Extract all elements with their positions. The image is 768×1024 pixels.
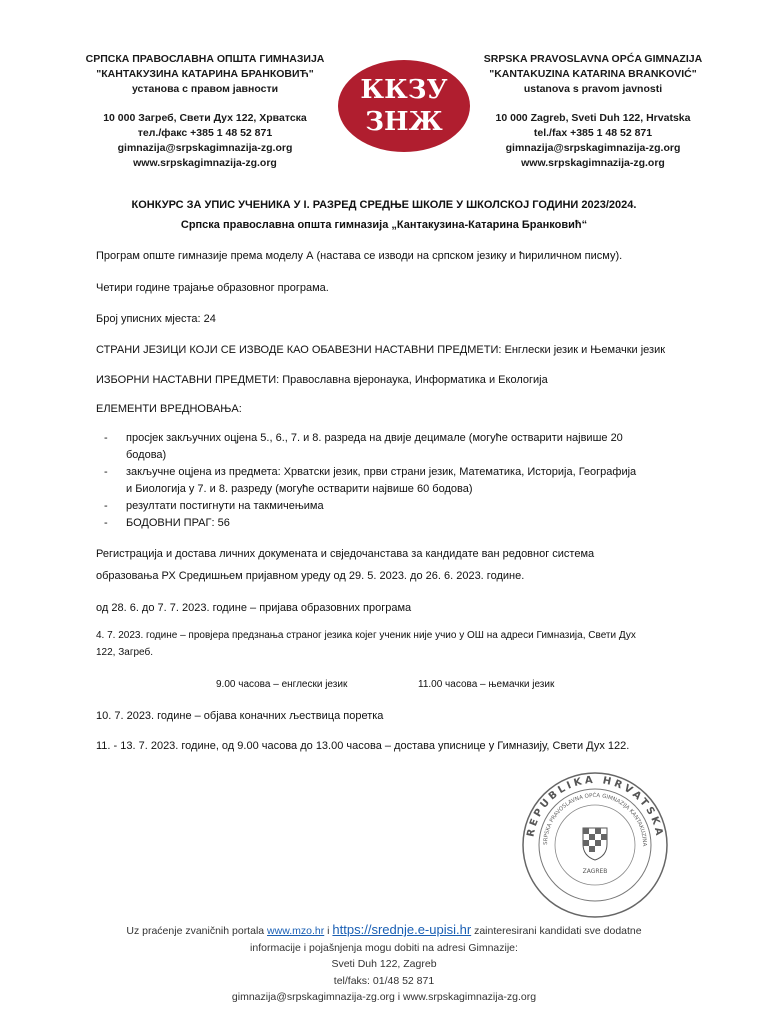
mzo-link[interactable]: www.mzo.hr: [267, 925, 325, 937]
footer-intro-cont: zainteresirani kandidati sve dodatne: [474, 925, 642, 937]
email-right: gimnazija@srpskagimnazija-zg.org: [505, 142, 681, 154]
language-check-line-2: 122, Загреб.: [96, 647, 154, 658]
elements-heading: ЕЛЕМЕНТИ ВРЕДНОВАЊА:: [96, 403, 242, 415]
address-cyrillic: 10 000 Загреб, Свети Дух 122, Хрватска: [103, 112, 307, 124]
school-name-cyrillic: СРПСКА ПРАВОСЛАВНА ОПШТА ГИМНАЗИЈА: [85, 53, 325, 65]
e-upisi-link[interactable]: https://srednje.e-upisi.hr: [332, 922, 472, 937]
list-item: [96, 515, 696, 532]
email-left: gimnazija@srpskagimnazija-zg.org: [117, 142, 293, 154]
phone-cyrillic: тел./факс +385 1 48 52 871: [137, 127, 273, 139]
list-item-text: резултати постигнути на такмичењима: [126, 500, 324, 512]
time-german: 11.00 часова – њемачки језик: [418, 679, 555, 690]
school-patron-cyrillic: "КАНТАКУЗИНА КАТАРИНА БРАНКОВИЋ": [96, 68, 314, 80]
duration-paragraph: Четири године трајање образовног програма.: [96, 282, 329, 294]
header-right: [458, 52, 728, 171]
footer-phone: tel/faks: 01/48 52 871: [333, 974, 435, 987]
website-right: www.srpskagimnazija-zg.org: [521, 157, 665, 169]
official-stamp: [520, 770, 670, 920]
languages-paragraph: СТРАНИ ЈЕЗИЦИ КОЈИ СЕ ИЗВОДЕ КАО ОБАВЕЗНИ НАСТАВНИ ПРЕДМЕТИ: Енглески језик и Њемачки језик: [96, 344, 666, 356]
list-item-text: БОДОВНИ ПРАГ: 56: [126, 517, 230, 529]
program-paragraph: Програм опште гимназије према моделу А (настава се изводи на српском језику и ћириличном писму).: [96, 250, 623, 262]
application-paragraph: од 28. 6. до 7. 7. 2023. године – пријава образовних програма: [96, 602, 412, 614]
places-paragraph: Број уписних мјеста: 24: [96, 313, 216, 325]
registration-line-2: образовања РХ Средишњем пријавном уреду од 29. 5. 2023. до 26. 6. 2023. године.: [96, 570, 525, 582]
school-patron-latin: "KANTAKUZINA KATARINA BRANKOVIĆ": [489, 68, 697, 80]
list-item-text: просјек закључних оцјена 5., 6., 7. и 8. разреда на двије децимале (могуће остварити највише 20: [126, 432, 623, 444]
footer-contacts: gimnazija@srpskagimnazija-zg.org i www.srpskagimnazija-zg.org: [231, 991, 537, 1003]
language-check-line-1: 4. 7. 2023. године – провјера предзнања страног језика којег ученик није учио у ОШ на адреси Гимназија, Свети Дух: [96, 630, 636, 641]
list-item-text-cont: и Биологија у 7. и 8. разреду (могуће остварити највише 60 бодова): [126, 483, 473, 495]
list-item-text: закључне оцјена из предмета: Хрватски језик, први страни језик, Математика, Историја, Географија: [126, 466, 637, 478]
logo-text-bottom: ЗНЖ: [365, 107, 443, 137]
stamp-city: ZAGREB: [582, 868, 608, 875]
electives-paragraph: ИЗБОРНИ НАСТАВНИ ПРЕДМЕТИ: Православна вјеронаука, Информатика и Екологија: [96, 374, 548, 386]
logo-text-top: ККЗУ: [360, 75, 448, 105]
stamp-inner-text: SRPSKA PRAVOSLAVNA OPĆA GIMNAZIJA KANTAKUZINA: [542, 792, 648, 847]
footer-line-1: [0, 922, 768, 940]
footer-and: i: [327, 925, 330, 937]
footer-address: Sveti Duh 122, Zagreb: [331, 958, 437, 970]
list-item-text-cont: бодова): [126, 449, 167, 461]
coat-of-arms-icon: [583, 828, 607, 860]
phone-latin: tel./fax +385 1 48 52 871: [533, 127, 653, 139]
evaluation-list: [96, 430, 696, 532]
header-left: [70, 52, 340, 171]
stamp-outer-text: REPUBLIKA HRVATSKA: [525, 774, 665, 840]
document-title: КОНКУРС ЗА УПИС УЧЕНИКА У I. РАЗРЕД СРЕДЊЕ ШКОЛЕ У ШКОЛСКОЈ ГОДИНИ 2023/2024.: [131, 199, 637, 211]
bullet-dash: -: [104, 517, 108, 529]
registration-line-1: Регистрација и достава личних докумената и свједочанстава за кандидате ван редовног система: [96, 548, 595, 560]
address-latin: 10 000 Zagreb, Sveti Duh 122, Hrvatska: [495, 112, 691, 124]
list-item: [96, 430, 696, 464]
bullet-dash: -: [104, 466, 108, 478]
school-status-cyrillic: установа с правом јавности: [131, 83, 279, 95]
footer: [0, 922, 768, 1006]
school-status-latin: ustanova s pravom javnosti: [523, 83, 663, 95]
ranking-paragraph: 10. 7. 2023. године – објава коначних љествица поретка: [96, 710, 384, 722]
bullet-dash: -: [104, 432, 108, 444]
list-item: [96, 464, 696, 498]
bullet-dash: -: [104, 500, 108, 512]
footer-intro: Uz praćenje zvaničnih portala: [126, 925, 265, 937]
footer-line-2: informacije i pojašnjenja mogu dobiti na adresi Gimnazije:: [250, 941, 518, 954]
list-item: [96, 498, 696, 515]
school-name-latin: SRPSKA PRAVOSLAVNA OPĆA GIMNAZIJA: [483, 53, 703, 65]
document-subtitle: Српска православна општа гимназија „Кантакузина-Катарина Бранковић“: [180, 219, 588, 231]
school-logo: [336, 58, 472, 154]
time-english: 9.00 часова – енглески језик: [216, 679, 348, 690]
website-left: www.srpskagimnazija-zg.org: [133, 157, 277, 169]
enrollment-paragraph: 11. - 13. 7. 2023. године, од 9.00 часова до 13.00 часова – достава уписнице у Гимназију, Свети Дух 122.: [96, 740, 630, 752]
